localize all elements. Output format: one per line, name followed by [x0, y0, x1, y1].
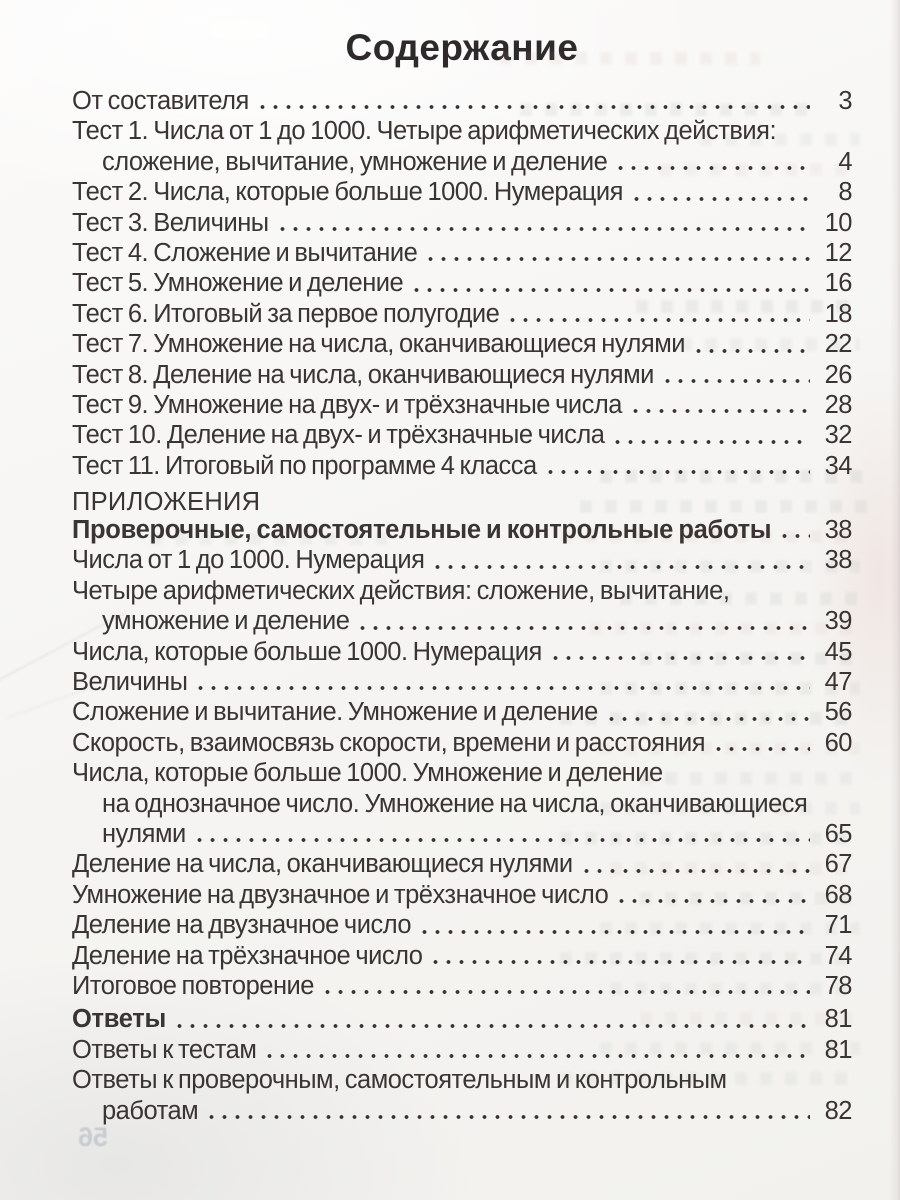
toc-entry — [72, 728, 852, 758]
toc-page-number: 3 — [838, 87, 852, 115]
dot-leader — [611, 420, 810, 450]
dot-leader — [418, 910, 810, 940]
dot-leader — [429, 941, 810, 971]
toc-entry-text: умножение и деление — [102, 607, 350, 636]
toc-entry-text: работам — [102, 1096, 199, 1125]
toc-page-number: 18 — [824, 299, 852, 328]
dot-leader — [778, 515, 810, 545]
dot-leader — [630, 177, 810, 207]
toc-entry — [72, 910, 852, 940]
toc-entry-text: Четыре арифметических действия: сложение, вычитание, — [72, 576, 730, 605]
toc-entry-text: Ответы к проверочным, самостоятельным и контрольным — [72, 1066, 727, 1095]
toc-page-number: 34 — [824, 451, 852, 480]
toc-entry — [72, 329, 852, 359]
dot-leader — [321, 971, 810, 1001]
toc-entry-text: Тест 9. Умножение на двух- и трёхзначные числа — [72, 390, 622, 419]
dot-leader — [256, 86, 810, 116]
toc-entry — [72, 177, 852, 207]
toc-page-number: 65 — [824, 819, 852, 848]
toc-entry-text: Деление на двузначное число — [72, 911, 412, 940]
toc-entry-text: Деление на числа, оканчивающиеся нулями — [72, 850, 573, 879]
toc-entry — [72, 941, 852, 971]
dot-leader — [580, 849, 810, 879]
toc-entry-text: сложение, вычитание, умножение и деление — [102, 147, 608, 176]
toc-page-number: 60 — [824, 728, 852, 757]
dot-leader — [692, 329, 810, 359]
toc-entry-text: Проверочные, самостоятельные и контрольные работы — [72, 516, 772, 545]
bleedthrough-page-number: 56 — [78, 1122, 109, 1152]
toc-page-number: 45 — [824, 637, 852, 666]
toc-entry-text: Сложение и вычитание. Умножение и деление — [72, 698, 598, 727]
dot-leader — [193, 819, 810, 849]
toc-page-number: 71 — [824, 911, 852, 940]
toc-page-number: 78 — [824, 971, 852, 1000]
toc-entry — [72, 1004, 852, 1034]
toc-page-number: 81 — [824, 1035, 852, 1064]
toc-page-number: 39 — [824, 607, 852, 636]
toc-entry — [72, 637, 852, 667]
toc-page-number: 10 — [824, 208, 852, 237]
toc-entry — [72, 238, 852, 268]
toc-entry — [72, 390, 852, 420]
dot-leader — [605, 697, 810, 727]
toc-entry — [72, 545, 852, 575]
toc-entry-text: Деление на трёхзначное число — [72, 941, 423, 970]
dot-leader — [615, 880, 810, 910]
toc-page-number: 47 — [824, 668, 852, 697]
toc-entry — [72, 880, 852, 910]
dot-leader — [410, 268, 810, 298]
dot-leader — [661, 360, 810, 390]
dot-leader — [712, 728, 810, 758]
toc-page-number: 26 — [824, 360, 852, 389]
dot-leader — [194, 667, 810, 697]
toc-entry — [72, 515, 852, 545]
toc-entry — [72, 576, 852, 637]
toc-entry — [72, 116, 852, 177]
toc-entry-text: Величины — [72, 668, 188, 697]
toc-entry — [72, 697, 852, 727]
dot-leader — [431, 545, 810, 575]
dot-leader — [629, 390, 810, 420]
toc-page-number: 8 — [838, 178, 852, 207]
toc-page-number: 81 — [824, 1005, 852, 1034]
toc-page-number: 38 — [824, 546, 852, 575]
toc-page-number: 32 — [824, 421, 852, 450]
toc-entry — [72, 451, 852, 481]
toc-entry-text: на однозначное число. Умножение на числа, оканчивающиеся — [102, 789, 808, 818]
toc-page-number: 74 — [824, 941, 852, 970]
toc-page-number: 16 — [824, 269, 852, 298]
toc-entry-text: Тест 5. Умножение и деление — [72, 269, 404, 298]
toc-entry — [72, 667, 852, 697]
toc-entry-text: Тест 4. Сложение и вычитание — [72, 238, 418, 267]
dot-leader — [506, 299, 810, 329]
dot-leader — [549, 637, 810, 667]
toc-entry-text: Итоговое повторение — [72, 971, 314, 1000]
toc-entry — [72, 299, 852, 329]
toc-page-number: 4 — [838, 147, 852, 176]
toc-entry-text: Числа, которые больше 1000. Умножение и деление — [72, 759, 663, 788]
toc-entry-text: Ответы к тестам — [72, 1035, 257, 1064]
toc-page-number: 67 — [824, 850, 852, 879]
dot-leader — [263, 1035, 810, 1065]
toc-list — [72, 86, 852, 1126]
dot-leader — [424, 238, 810, 268]
dot-leader — [544, 451, 810, 481]
toc-entry — [72, 86, 852, 116]
toc-entry — [72, 268, 852, 298]
dot-leader — [276, 208, 810, 238]
toc-page-number: 12 — [824, 238, 852, 267]
bleedthrough-text-smudge — [500, 52, 760, 65]
toc-entry-text: Тест 3. Величины — [72, 208, 269, 237]
toc-entry — [72, 420, 852, 450]
toc-entry-text: нулями — [102, 819, 186, 848]
toc-entry — [72, 849, 852, 879]
toc-entry — [72, 360, 852, 390]
toc-section-heading — [72, 489, 852, 515]
toc-entry-text: Тест 8. Деление на числа, оканчивающиеся нулями — [72, 360, 654, 389]
toc-entry-text: Числа от 1 до 1000. Нумерация — [72, 546, 425, 575]
toc-entry-text: Умножение на двузначное и трёхзначное число — [72, 880, 609, 909]
toc-page-number: 22 — [824, 330, 852, 359]
toc-entry — [72, 1035, 852, 1065]
toc-entry-text: Тест 7. Умножение на числа, оканчивающиеся нулями — [72, 330, 685, 359]
dot-leader — [173, 1004, 810, 1034]
page-title: Содержание — [345, 27, 579, 68]
toc-entry-text: Тест 2. Числа, которые больше 1000. Нумерация — [72, 178, 623, 207]
dot-leader — [356, 606, 810, 636]
toc-entry-text: ПРИЛОЖЕНИЯ — [72, 488, 261, 517]
toc-entry-text: Числа, которые больше 1000. Нумерация — [72, 637, 542, 666]
toc-entry-text: Ответы — [72, 1005, 166, 1034]
toc-page-number: 28 — [824, 390, 852, 419]
dot-leader — [205, 1096, 810, 1126]
toc-entry-text: Тест 11. Итоговый по программе 4 класса — [72, 451, 537, 480]
toc-entry — [72, 971, 852, 1001]
dot-leader — [614, 147, 810, 177]
toc-entry-text: Скорость, взаимосвязь скорости, времени и расстояния — [72, 728, 706, 757]
toc-page-number: 38 — [824, 516, 852, 545]
toc-entry-text: Тест 6. Итоговый за первое полугодие — [72, 299, 500, 328]
toc-page-number: 68 — [824, 880, 852, 909]
toc-entry — [72, 208, 852, 238]
toc-page-number: 82 — [824, 1096, 852, 1125]
toc-page-number: 56 — [824, 698, 852, 727]
toc-entry-text: Тест 10. Деление на двух- и трёхзначные числа — [72, 421, 605, 450]
toc-entry-text: Тест 1. Числа от 1 до 1000. Четыре арифметических действия: — [72, 117, 777, 146]
toc-entry — [72, 758, 852, 849]
toc-entry — [72, 1065, 852, 1126]
toc-entry-text: От составителя — [72, 87, 249, 115]
